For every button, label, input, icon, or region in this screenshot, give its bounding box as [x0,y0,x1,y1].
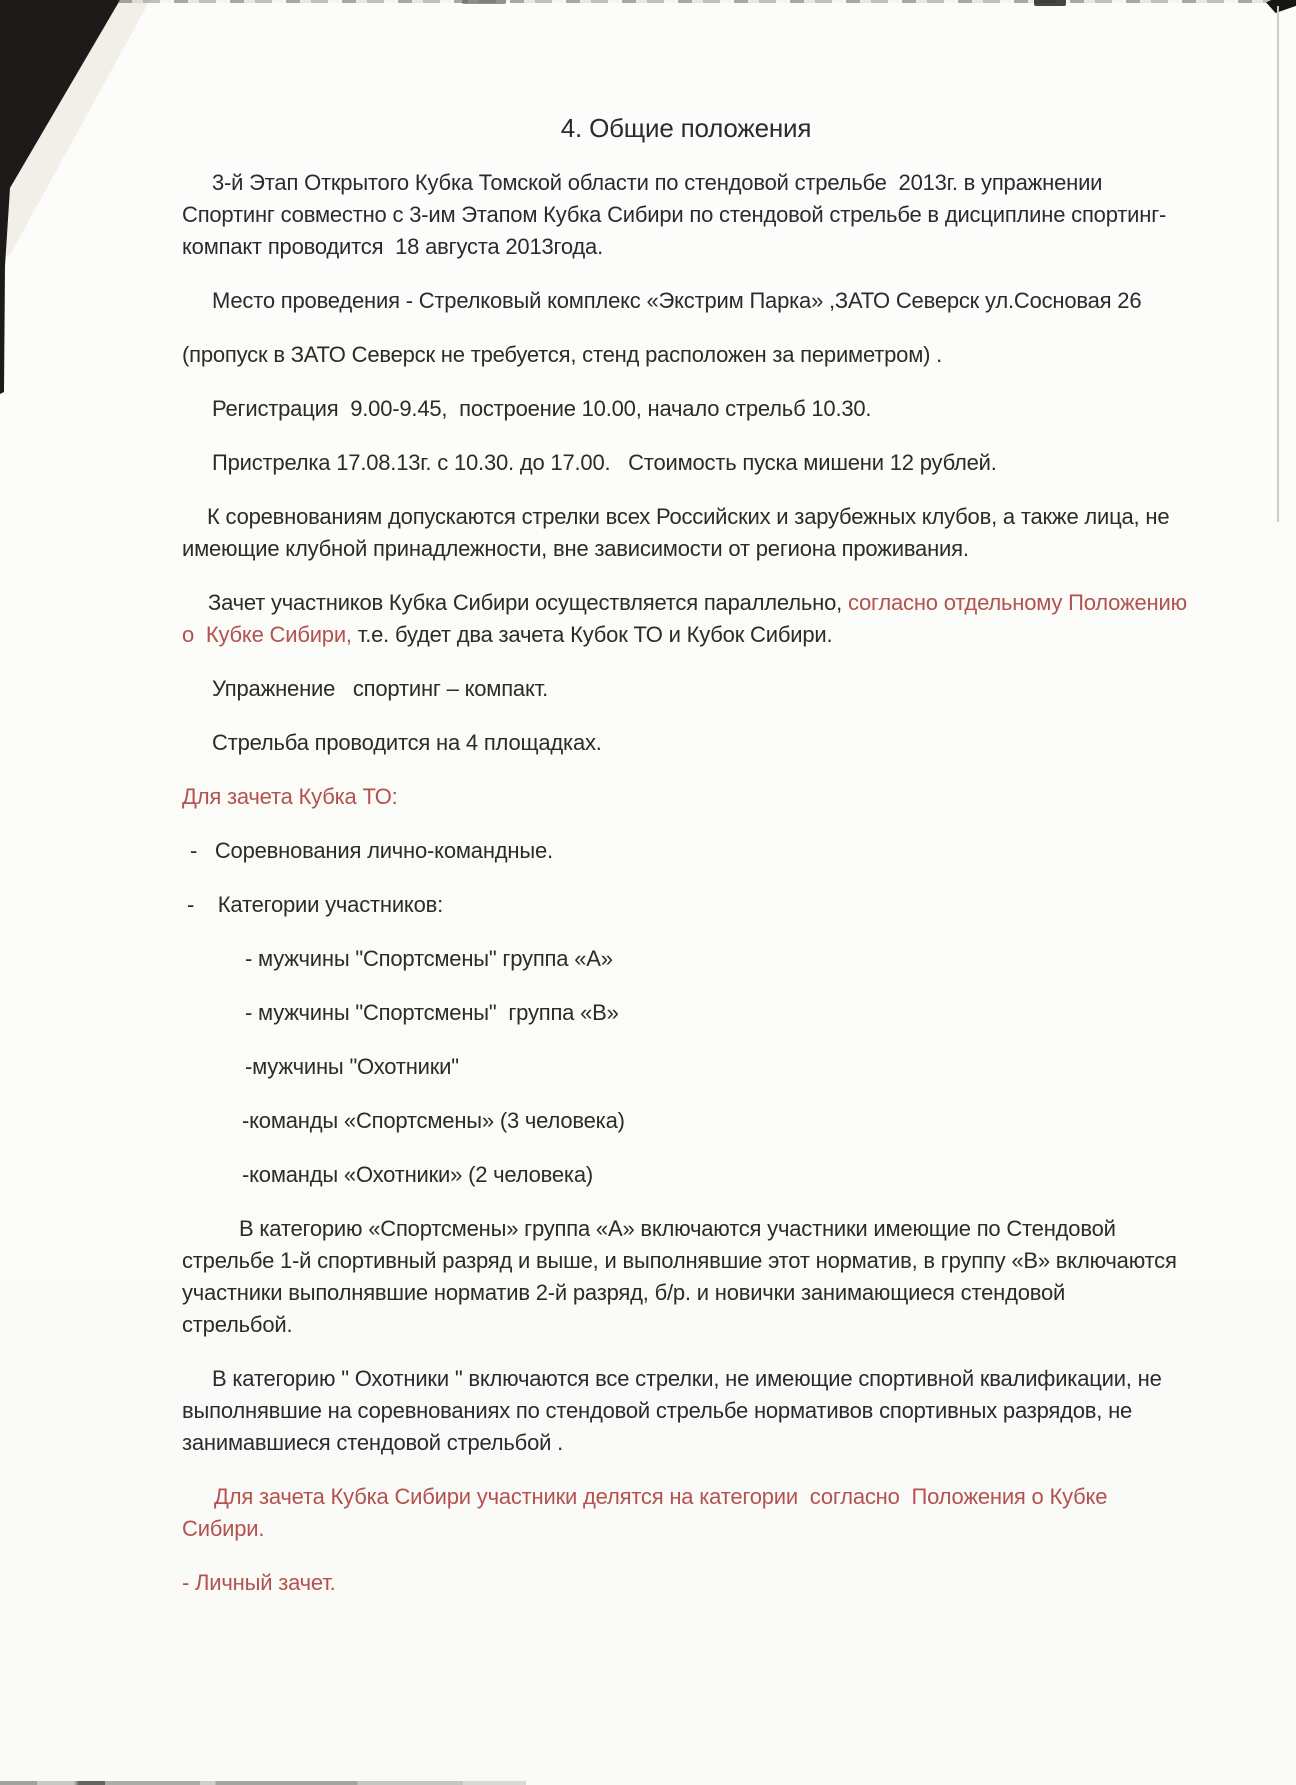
scan-artifact-top-smudge [462,0,506,4]
list-item [182,835,1190,867]
text-segment: - мужчины "Спортсмены" группа «А» [245,946,613,971]
list-item [182,997,1190,1029]
scan-artifact-top-right-corner [1266,0,1296,13]
text-line [182,199,1190,231]
list-item [182,943,1190,975]
text-line [182,587,1190,619]
text-segment: - Категории участников: [187,892,444,917]
scan-artifact-bottom-edge-line [0,1781,526,1785]
text-segment: выполнявшие на соревнованиях по стендовой стрельбе нормативов спортивных разрядов, не [182,1398,1133,1423]
text-line [182,1051,1190,1083]
paragraph [182,781,1190,813]
text-segment: -мужчины "Охотники" [245,1054,459,1079]
document-content [182,111,1190,1621]
paragraph [182,1213,1190,1341]
text-segment: - Соревнования лично-командные. [190,838,553,863]
paragraph [182,1363,1190,1459]
list-item [182,1159,1190,1191]
text-line [182,339,1190,371]
text-line [182,1309,1190,1341]
scan-artifact-paper-edge-line [1277,6,1279,522]
text-line [182,619,1190,651]
text-segment: -команды «Охотники» (2 человека) [242,1162,593,1187]
text-line [182,781,1190,813]
text-line [182,1105,1190,1137]
text-segment: стрельбе 1-й спортивный разряд и выше, и выполнявшие этот норматив, в группу «В» включаются [182,1248,1177,1273]
text-line [182,673,1190,705]
accent-text-segment: Для зачета Кубка Сибири участники делятся на категории согласно Положения о Кубке [214,1484,1108,1509]
text-line [182,1395,1190,1427]
text-line [182,1513,1190,1545]
text-line [182,1481,1190,1513]
text-line [182,231,1190,263]
document-title [182,111,1190,145]
accent-text-segment: Для зачета Кубка ТО: [182,784,398,809]
text-line [182,1277,1190,1309]
text-line [182,727,1190,759]
paragraph [182,393,1190,425]
text-segment: Зачет участников Кубка Сибири осуществляется параллельно, [208,590,848,615]
text-line [182,285,1190,317]
text-segment: Упражнение спортинг – компакт. [212,676,548,701]
paragraph [182,447,1190,479]
list-item [182,1105,1190,1137]
text-line [182,447,1190,479]
text-line [182,533,1190,565]
text-line [182,835,1190,867]
scan-artifact-top-edge-line [118,0,1278,3]
text-segment: Регистрация 9.00-9.45, построение 10.00, начало стрельб 10.30. [212,396,872,421]
text-line [182,889,1190,921]
paragraph [182,727,1190,759]
text-segment: Спортинг совместно с 3-им Этапом Кубка Сибири по стендовой стрельбе в дисциплине спортинг- [182,202,1167,227]
text-segment: Место проведения - Стрелковый комплекс «Экстрим Парка» ,ЗАТО Северск ул.Сосновая 26 [212,288,1142,313]
text-segment: В категорию " Охотники " включаются все стрелки, не имеющие спортивной квалификации, не [212,1366,1162,1391]
text-line [182,1363,1190,1395]
text-line [182,1567,1190,1599]
text-line [182,1245,1190,1277]
paragraph [182,167,1190,263]
text-line [182,393,1190,425]
list-item [182,889,1190,921]
text-segment: компакт проводится 18 августа 2013года. [182,234,603,259]
text-line [182,997,1190,1029]
list-item [182,1051,1190,1083]
text-segment: - мужчины "Спортсмены" группа «В» [245,1000,619,1025]
paragraph [182,1481,1190,1545]
text-segment: Стрельба проводится на 4 площадках. [212,730,602,755]
accent-text-segment: о Кубке Сибири, [182,622,352,647]
text-line [182,943,1190,975]
text-segment: 4. Общие положения [560,113,812,143]
accent-text-segment: Сибири. [182,1516,265,1541]
paragraph [182,587,1190,651]
text-segment: К соревнованиям допускаются стрелки всех Российских и зарубежных клубов, а также лица, не [207,504,1170,529]
accent-text-segment: - Личный зачет. [182,1570,336,1595]
text-line [182,1427,1190,1459]
paragraph [182,339,1190,371]
text-segment: имеющие клубной принадлежности, вне зависимости от региона проживания. [182,536,969,561]
text-line [182,1213,1190,1245]
paragraph [182,1567,1190,1599]
text-segment: (пропуск в ЗАТО Северск не требуется, стенд расположен за периметром) . [182,342,943,367]
text-line [182,501,1190,533]
text-segment: стрельбой. [182,1312,293,1337]
text-line [182,1159,1190,1191]
text-segment: 3-й Этап Открытого Кубка Томской области по стендовой стрельбе 2013г. в упражнении [212,170,1103,195]
paragraph [182,501,1190,565]
text-segment: Пристрелка 17.08.13г. с 10.30. до 17.00. Стоимость пуска мишени 12 рублей. [212,450,997,475]
text-segment: т.е. будет два зачета Кубок ТО и Кубок Сибири. [351,622,833,647]
scan-artifact-top-smudge [1034,0,1066,6]
text-line [182,167,1190,199]
text-segment: -команды «Спортсмены» (3 человека) [242,1108,625,1133]
accent-text-segment: согласно отдельному Положению [847,590,1187,615]
text-segment: участники выполнявшие норматив 2-й разряд, б/р. и новички занимающиеся стендовой [182,1280,1066,1305]
paragraph [182,285,1190,317]
paragraph [182,673,1190,705]
text-segment: занимавшиеся стендовой стрельбой . [182,1430,564,1455]
text-segment: В категорию «Спортсмены» группа «А» включаются участники имеющие по Стендовой [239,1216,1116,1241]
